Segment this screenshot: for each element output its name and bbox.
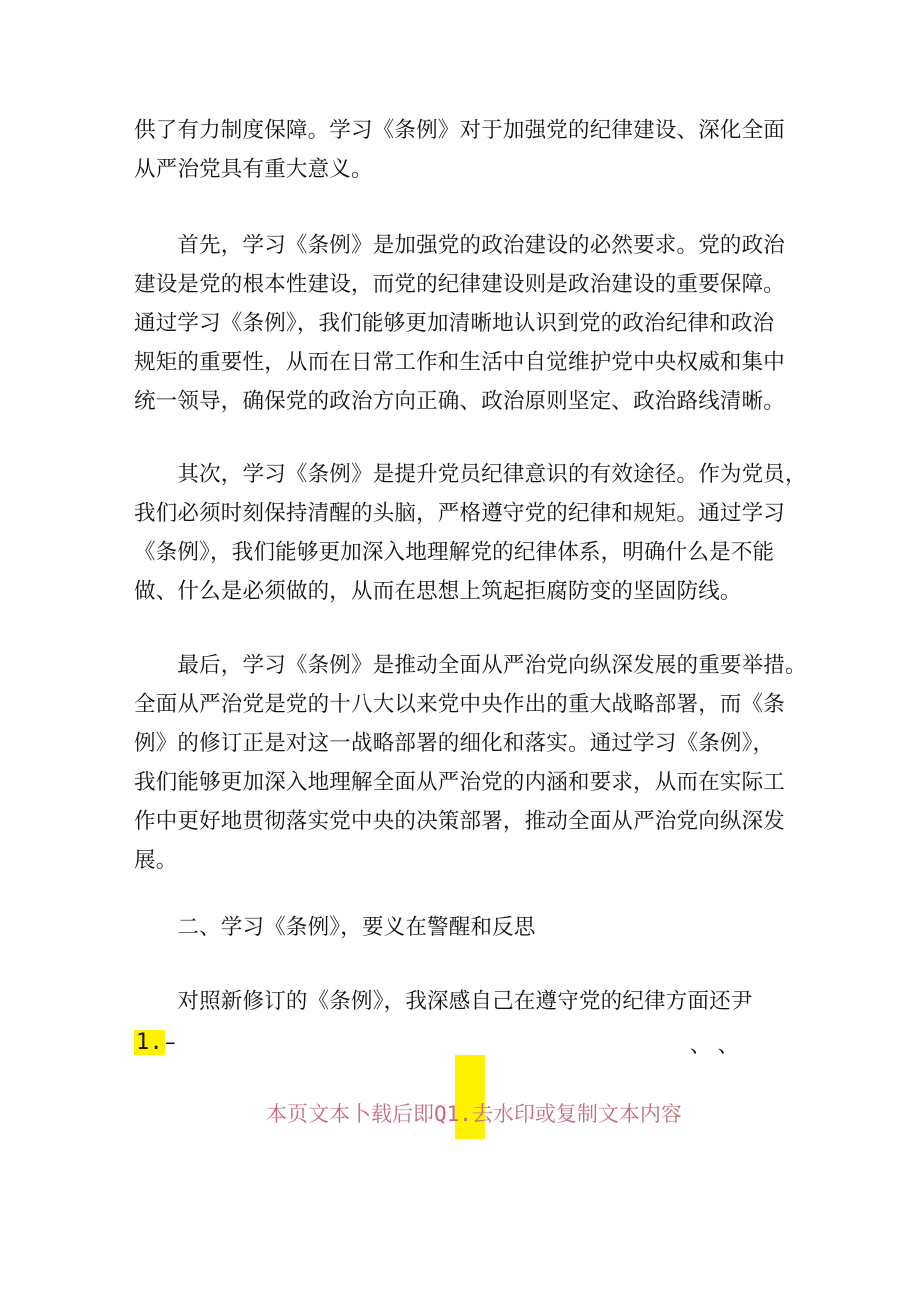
text-line: 规矩的重要性，从而在日常工作和生活中自觉维护党中央权威和集中 xyxy=(134,350,786,375)
text-line: 建设是党的根本性建设，而党的纪律建设则是政治建设的重要保障。 xyxy=(134,272,786,297)
section-heading: 二、学习《条例》，要义在警醒和反思 xyxy=(134,915,536,940)
text-line: 首先，学习《条例》是加强党的政治建设的必然要求。党的政治 xyxy=(134,233,786,258)
highlighted-number: 1. xyxy=(136,1030,163,1055)
text-line: 供了有力制度保障。学习《条例》对于加强党的纪律建设、深化全面 xyxy=(134,118,786,143)
text-line: 统一领导，确保党的政治方向正确、政治原则坚定、政治路线清晰。 xyxy=(134,389,786,414)
text-line: 通过学习《条例》，我们能够更加清晰地认识到党的政治纪律和政治 xyxy=(134,311,775,336)
punctuation-marks: 、 、 xyxy=(690,1033,739,1057)
highlight-line xyxy=(134,1028,176,1058)
watermark-notice xyxy=(266,1098,682,1130)
watermark-text-mid: Q1. xyxy=(434,1102,472,1126)
watermark-text-before: 本页文本卜载后即 xyxy=(266,1102,434,1126)
text-line: 做、什么是必须做的，从而在思想上筑起拒腐防变的坚固防线。 xyxy=(134,579,742,604)
watermark-text-after: 去水印或复制文本内容 xyxy=(471,1102,682,1126)
text-line: 《条例》，我们能够更加深入地理解党的纪律体系，明确什么是不能 xyxy=(134,540,775,565)
text-line: 对照新修订的《条例》，我深感自己在遵守党的纪律方面还尹 xyxy=(134,989,753,1014)
text-line: 展。 xyxy=(134,848,178,873)
text-line: 我们必须时刻保持清醒的头脑，严格遵守党的纪律和规矩。通过学习 xyxy=(134,501,786,526)
text-line: 最后，学习《条例》是推动全面从严治党向纵深发展的重要举措。 xyxy=(134,653,807,678)
text-line: 其次，学习《条例》是提升党员纪律意识的有效途径。作为党员， xyxy=(134,462,807,487)
text-line: 例》的修订正是对这一战略部署的细化和落实。通过学习《条例》， xyxy=(134,731,775,756)
text-line: 作中更好地贯彻落实党中央的决策部署，推动全面从严治党向纵深发 xyxy=(134,809,786,834)
text-line: 我们能够更加深入地理解全面从严治党的内涵和要求，从而在实际工 xyxy=(134,770,786,795)
dash-mark: – xyxy=(164,1030,176,1055)
text-line: 从严治党具有重大意义。 xyxy=(134,157,373,182)
text-line: 全面从严治党是党的十八大以来党中央作出的重大战略部署，而《条 xyxy=(134,692,786,717)
